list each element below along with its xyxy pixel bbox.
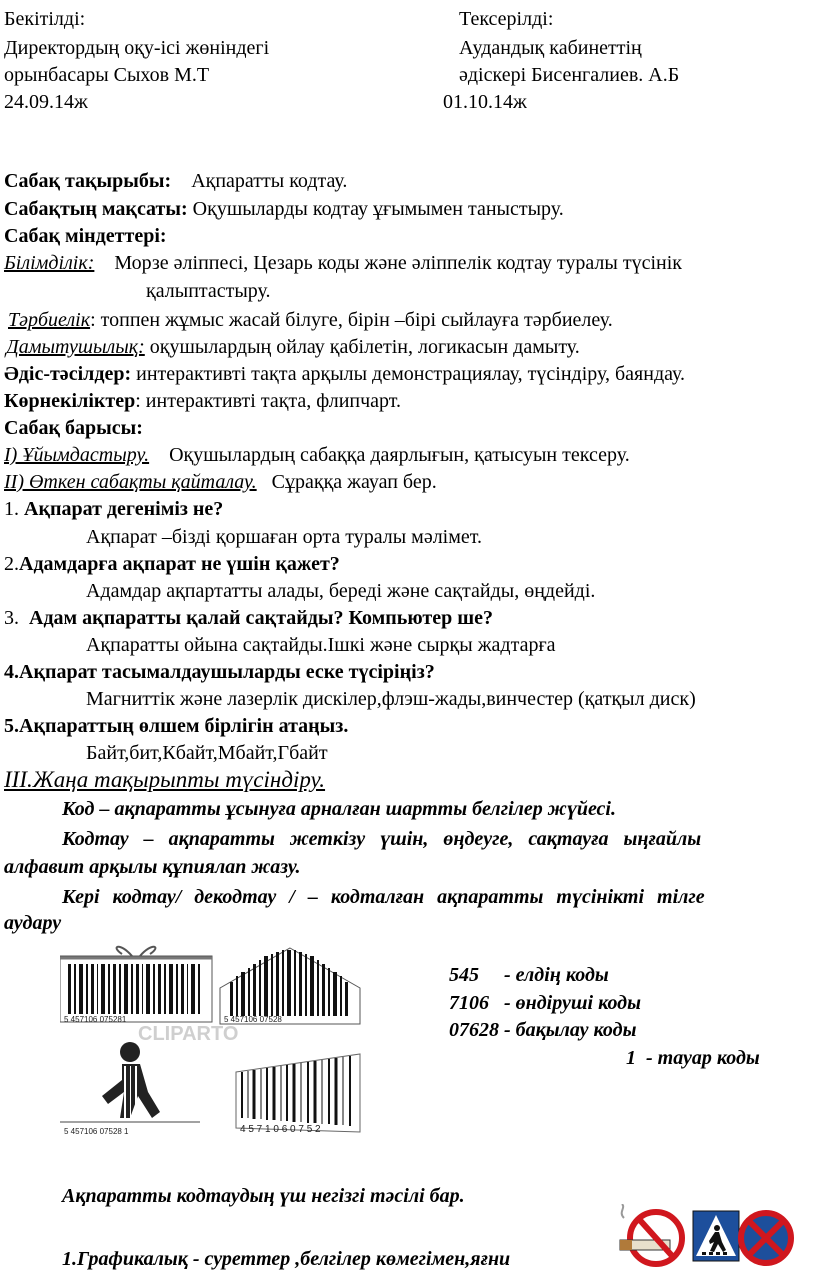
legend-country [449, 962, 609, 988]
no-stopping-sign-icon [738, 1210, 794, 1266]
visual-value: : интерактивті тақта, флипчарт. [135, 390, 402, 412]
barcode-digits: 4 5 7 1 0 6 0 7 5 2 [240, 1124, 321, 1135]
perspective-barcode [236, 1054, 360, 1135]
question-text: Ақпарат дегеніміз не? [24, 498, 224, 520]
legend-code: 1 [626, 1047, 636, 1069]
answer-5: Байт,бит,Кбайт,Мбайт,Гбайт [86, 742, 328, 764]
question-number: 1. [4, 498, 19, 520]
legend-product [626, 1045, 760, 1071]
question-number: 2. [4, 553, 19, 575]
decoding-definition-cont: аудару [4, 912, 62, 934]
dev-task [6, 334, 580, 360]
edu-task [4, 250, 682, 276]
lesson-goal [4, 196, 564, 222]
checker-position: Аудандық кабинеттің [459, 37, 642, 59]
legend-desc: - тауар коды [646, 1047, 760, 1069]
question-5 [4, 713, 348, 739]
upbr-label: Тәрбиелік [8, 309, 91, 331]
barcode-digits: 5 457106 07528 1 [64, 1127, 129, 1136]
gift-barcode [60, 947, 212, 1024]
cliparto-watermark: CLIPARTO [138, 1023, 239, 1045]
answer-3: Ақпаратты ойына сақтайды.Ішкі және сырқы жадтарға [86, 634, 556, 656]
stage-2-label: ІІ) Өткен сабақты қайталау. [4, 471, 257, 493]
question-text: Адамдарға ақпарат не үшін қажет? [19, 553, 340, 575]
coding-definition: Кодтау – ақпаратты жеткізу үшін, өңдеуге, сақтауға ыңғайлы [62, 828, 702, 850]
methods-intro: Ақпаратты кодтаудың үш негізгі тәсілі бар. [62, 1185, 465, 1207]
checked-label: Тексерілді: [459, 8, 554, 30]
approved-date: 24.09.14ж [4, 91, 88, 113]
checked-date: 01.10.14ж [443, 91, 527, 113]
edu-label: Білімділік: [4, 252, 95, 274]
answer-1: Ақпарат –бізді қоршаған орта туралы мәлімет. [86, 526, 483, 548]
topic-value: Ақпаратты кодтау. [191, 170, 348, 192]
stage-2 [4, 469, 437, 495]
approved-label: Бекітілді: [4, 8, 86, 30]
question-number: 5. [4, 715, 19, 737]
legend-desc: - бақылау коды [504, 1019, 637, 1041]
legend-code: 7106 [449, 992, 489, 1014]
house-barcode [220, 948, 360, 1024]
tasks-label: Сабақ міндеттері: [4, 225, 167, 247]
stage-1 [4, 442, 630, 468]
methods-label: Әдіс-тәсілдер: [4, 363, 132, 385]
code-definition: Код – ақпаратты ұсынуға арналған шартты белгілер жүйесі. [62, 798, 616, 820]
stage-2-value: Сұраққа жауап бер. [271, 471, 437, 493]
topic-label: Сабақ тақырыбы: [4, 170, 172, 192]
question-text: Ақпараттың өлшем бірлігін атаңыз. [19, 715, 349, 737]
methods-value: интерактивті тақта арқылы демонстрациялау, түсіндіру, баяндау. [136, 363, 685, 385]
legend-code: 07628 [449, 1019, 499, 1041]
question-3 [4, 605, 493, 631]
barcode-digits: 5 457106 075281 [64, 1015, 127, 1024]
upbr-value: : топпен жұмыс жасай білуге, бірін –бірі сыйлауға тәрбиелеу. [90, 309, 613, 331]
goal-label: Сабақтың мақсаты: [4, 198, 188, 220]
lesson-topic [4, 168, 347, 194]
legend-manufacturer [449, 990, 641, 1016]
answer-2: Адамдар ақпартатты алады, береді және сақтайды, өңдейді. [86, 580, 596, 602]
legend-desc: - өндіруші коды [504, 992, 641, 1014]
stage-1-label: І) Ұйымдастыру. [4, 444, 150, 466]
legend-control [449, 1017, 636, 1043]
question-1 [4, 496, 223, 522]
edu-value: Морзе әліппесі, Цезарь коды және әліппелік кодтау туралы түсінік [114, 252, 682, 274]
new-topic-heading: ІІІ.Жаңа тақырыпты түсіндіру. [4, 767, 326, 792]
visual-label: Көрнекіліктер [4, 390, 136, 412]
method-graphic: 1.Графикалық - суреттер ,белгілер көмегімен,яғни [62, 1248, 511, 1270]
legend-code: 545 [449, 964, 479, 986]
answer-4: Магниттік және лазерлік дискілер,флэш-жады,винчестер (қатқыл диск) [86, 688, 696, 710]
methods-line [4, 361, 685, 387]
dev-label: Дамытушылық: [6, 336, 145, 358]
legend-desc: - елдің коды [504, 964, 609, 986]
coding-definition-cont: алфавит арқылы құпиялап жазу. [4, 856, 301, 878]
question-text: Адам ақпаратты қалай сақтайды? Компьютер ше? [29, 607, 493, 629]
pedestrian-crossing-sign-icon [692, 1210, 740, 1262]
visual-aids [4, 388, 401, 414]
stage-1-value: Оқушылардың сабаққа даярлығын, қатысуын тексеру. [169, 444, 630, 466]
upbringing-task [8, 307, 613, 333]
question-text: Ақпарат тасымалдаушыларды еске түсіріңіз? [19, 661, 435, 683]
walking-man-barcode [60, 1042, 200, 1136]
question-number: 3. [4, 607, 19, 629]
edu-value-cont: қалыптастыру. [146, 280, 271, 302]
dev-value: оқушылардың ойлау қабілетін, логикасын дамыту. [149, 336, 580, 358]
barcode-digits: 5 457106 07528 [224, 1015, 282, 1024]
no-smoking-sign-icon [612, 1204, 686, 1268]
barcode-illustration [60, 942, 370, 1142]
approver-name: орынбасары Сыхов М.Т [4, 64, 210, 86]
approver-position: Директордың оқу-ісі жөніндегі [4, 37, 270, 59]
question-2 [4, 551, 340, 577]
checker-name: әдіскері Бисенгалиев. А.Б [459, 64, 680, 86]
question-number: 4. [4, 661, 19, 683]
goal-value: Оқушыларды кодтау ұғымымен таныстыру. [192, 198, 564, 220]
question-4 [4, 659, 435, 685]
decoding-definition: Кері кодтау/ декодтау / – кодталған ақпаратты түсінікті тілге [62, 886, 705, 908]
course-label: Сабақ барысы: [4, 417, 143, 439]
